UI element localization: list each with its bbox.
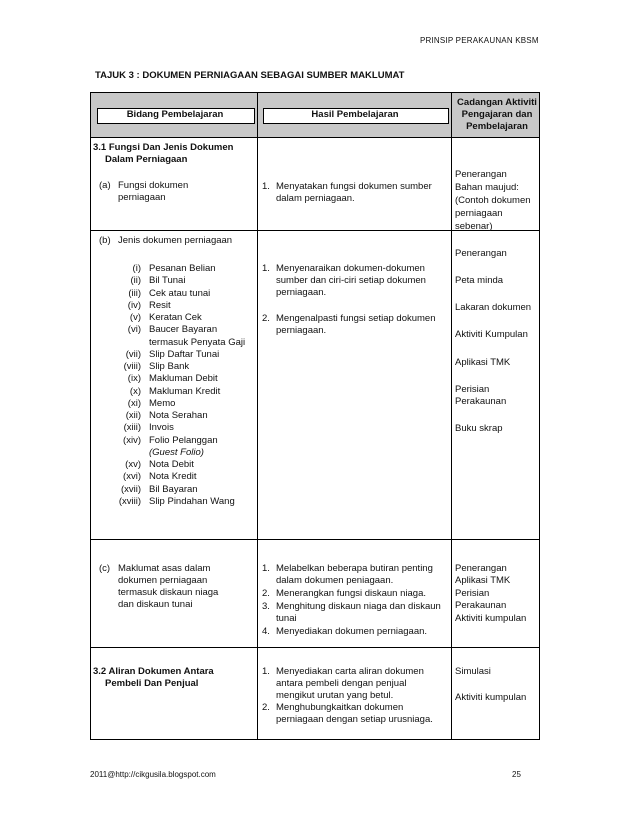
list-item-numeral: (xv) (125, 459, 141, 470)
item-label-c: (c) (99, 563, 111, 574)
activity-item: Aktiviti kumpulan (455, 612, 527, 624)
list-item: Cek atau tunai (149, 287, 211, 299)
activity-item: Simulasi (455, 666, 491, 677)
activity-item: Perakaunan (455, 600, 507, 612)
outcome-text: Menyenaraikan dokumen-dokumen (276, 263, 425, 274)
outcome-text: Menerangkan fungsi diskaun niaga. (276, 588, 426, 599)
footer-source: 2011@http://cikgusila.blogspot.com (90, 770, 216, 779)
list-item: (Guest Folio) (149, 446, 204, 458)
list-item: Nota Debit (149, 459, 194, 470)
list-item-numeral: (xi) (127, 397, 141, 409)
list-item-numeral: (xvii) (120, 483, 141, 495)
outcome-number: 2. (262, 702, 270, 713)
activity-item: Perisian (455, 384, 490, 395)
list-item: Nota Serahan (149, 410, 208, 421)
list-item: Slip Bank (149, 361, 190, 372)
list-item: Makluman Kredit (149, 385, 221, 397)
list-item: Memo (149, 397, 176, 409)
row-divider (91, 137, 539, 138)
list-item: Nota Kredit (149, 471, 197, 483)
outcome-text: antara pembeli dengan penjual (276, 678, 407, 689)
activity-item: Aplikasi TMK (455, 357, 511, 368)
list-item: Invois (149, 422, 174, 434)
curriculum-table (90, 92, 540, 740)
activity-item: sebenar) (455, 221, 493, 232)
row-divider (91, 647, 539, 648)
outcome-text: perniagaan. (276, 325, 327, 336)
header-cadangan: Cadangan Aktiviti Pengajaran dan Pembelajaran (457, 97, 537, 132)
outcome-number: 1. (262, 263, 270, 274)
list-item-numeral: (v) (129, 312, 141, 323)
outcome-number: 2. (262, 313, 270, 324)
outcome-text: Menyediakan dokumen perniagaan. (276, 626, 428, 637)
activity-item: Penerangan (455, 248, 507, 259)
activity-item: Buku skrap (455, 423, 503, 434)
item-label-b: (b) (99, 235, 111, 246)
activity-item: Aktiviti Kumpulan (455, 329, 528, 340)
outcome-text: dalam perniagaan. (276, 193, 355, 204)
list-item-numeral: (ii) (130, 275, 141, 287)
list-item-numeral: (i) (132, 263, 141, 274)
outcome-number: 1. (262, 666, 270, 677)
list-item-numeral: (ix) (127, 373, 141, 385)
item-label-a: (a) (99, 180, 111, 191)
list-item: Makluman Debit (149, 373, 218, 385)
outcome-text: tunai (276, 613, 297, 624)
outcome-text: sumber dan ciri-ciri setiap dokumen (276, 275, 426, 286)
list-item-numeral: (xviii) (118, 495, 141, 507)
item-a-text: Fungsi dokumen (118, 180, 189, 191)
running-header: PRINSIP PERAKAUNAN KBSM (420, 36, 539, 45)
outcome-text: Mengenalpasti fungsi setiap dokumen (276, 313, 436, 324)
list-item-numeral: (iii) (128, 287, 141, 299)
activity-item: Aktiviti kumpulan (455, 692, 527, 703)
activity-item: Bahan maujud: (455, 182, 519, 193)
list-item: Slip Pindahan Wang (149, 495, 235, 507)
list-item-numeral: (xii) (125, 410, 141, 421)
page-number: 25 (512, 770, 521, 779)
outcome-text: perniagaan. (276, 287, 327, 298)
activity-item: Perakaunan (455, 396, 507, 407)
list-item: Slip Daftar Tunai (149, 348, 220, 360)
item-c-text: dan diskaun tunai (118, 599, 193, 610)
activity-item: Perisian (455, 587, 490, 599)
list-item: Bil Bayaran (149, 483, 198, 495)
activity-item: Lakaran dokumen (455, 302, 532, 313)
activities-list (455, 168, 531, 233)
activity-item: Penerangan (455, 169, 507, 180)
outcome-text: Menyediakan carta aliran dokumen (276, 666, 424, 677)
item-c-text: termasuk diskaun niaga (118, 587, 219, 598)
list-item-numeral: (xvi) (123, 471, 141, 483)
list-item: termasuk Penyata Gaji (149, 336, 246, 348)
activity-item: Penerangan (455, 563, 507, 574)
list-item-numeral: (vi) (127, 324, 141, 336)
list-item-numeral: (x) (129, 385, 141, 397)
column-divider (451, 93, 452, 739)
column-divider (257, 93, 258, 739)
outcome-text: mengikut urutan yang betul. (276, 690, 394, 701)
header-bidang: Bidang Pembelajaran (126, 109, 224, 120)
list-item: Pesanan Belian (149, 263, 216, 274)
outcome-number: 3. (262, 601, 270, 612)
list-item-numeral: (vii) (125, 348, 141, 360)
outcome-text: Menyatakan fungsi dokumen sumber (276, 181, 432, 192)
section-heading-3-1-cont: Dalam Perniagaan (105, 154, 188, 165)
list-item: Bil Tunai (149, 275, 186, 287)
list-item: Resit (149, 299, 171, 311)
list-item-numeral: (viii) (123, 361, 141, 372)
activities-list (455, 563, 526, 625)
activity-item: (Contoh dokumen (455, 195, 531, 206)
outcome-text: Menghitung diskaun niaga dan diskaun (276, 601, 441, 612)
activity-item: Aplikasi TMK (455, 575, 511, 587)
outcome-text: Melabelkan beberapa butiran penting (276, 563, 433, 574)
item-c-text: Maklumat asas dalam (118, 563, 211, 574)
list-item: Baucer Bayaran (149, 324, 218, 336)
outcome-text: dalam dokumen peniagaan. (276, 575, 394, 586)
outcome-text: perniagaan dengan setiap urusniaga. (276, 714, 433, 725)
row-divider (91, 539, 539, 540)
item-c-text: dokumen perniagaan (118, 575, 208, 586)
outcome-number: 1. (262, 563, 270, 574)
list-item: Keratan Cek (149, 312, 202, 323)
outcome-number: 1. (262, 181, 270, 192)
activity-item: perniagaan (455, 208, 503, 219)
header-hasil: Hasil Pembelajaran (311, 109, 399, 120)
list-item-numeral: (xiv) (123, 434, 141, 446)
list-item: Folio Pelanggan (149, 434, 218, 446)
list-item-numeral: (iv) (127, 299, 141, 311)
outcome-text: Menghubungkaitkan dokumen (276, 702, 404, 713)
item-a-text-cont: perniagaan (118, 192, 166, 203)
list-item-numeral: (xiii) (123, 422, 141, 434)
item-b-text: Jenis dokumen perniagaan (118, 235, 233, 246)
outcome-number: 2. (262, 588, 270, 599)
section-heading-3-1: 3.1 Fungsi Dan Jenis Dokumen (93, 142, 234, 153)
activity-item: Peta minda (455, 275, 504, 286)
section-heading-3-2-cont: Pembeli Dan Penjual (105, 678, 199, 689)
outcome-number: 4. (262, 626, 270, 637)
page-title: TAJUK 3 : DOKUMEN PERNIAGAAN SEBAGAI SUMBER MAKLUMAT (95, 70, 405, 81)
section-heading-3-2: 3.2 Aliran Dokumen Antara (93, 666, 214, 677)
